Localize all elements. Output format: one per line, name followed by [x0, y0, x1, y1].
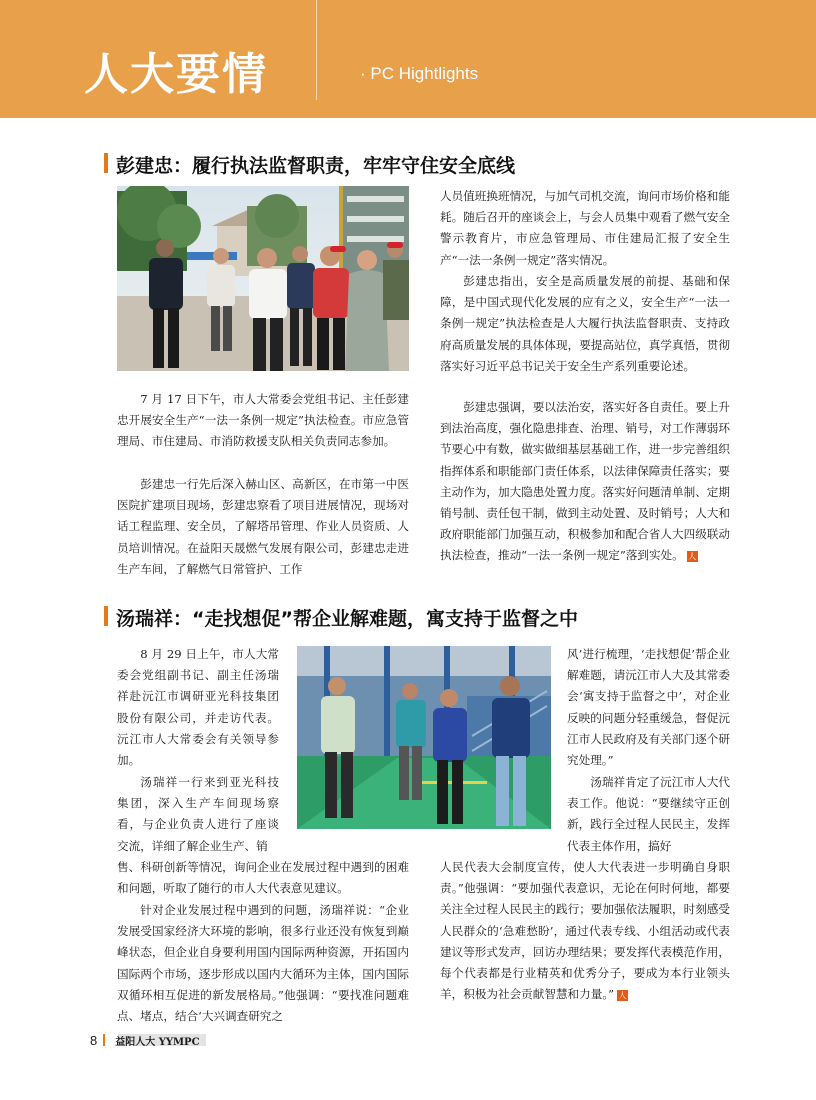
article1-paragraph-2: 彭建忠一行先后深入赫山区、高新区，在市第一中医医院扩建项目现场，彭建忠察看了项目进展情况，现场对话工程监理、安全员，了解塔吊管理、作业人员资质、人员培训情况。在益阳天晟燃气发展有限公司，彭建忠走进生产车间，了解燃气日常管护、工作: [117, 477, 409, 576]
article2-paragraph-5b-text: 人民代表大会制度宣传，使人大代表进一步明确自身职责。”他强调：“要加强代表意识，无论在何时何地，都要关注全过程人民民主的践行；要加强依法履职，时刻感受人民群众的‘急难愁盼’，通过代表专线、小组活动或代表建议等形式发声，回访办理结果；要发挥代表模范作用，每个代表都是行业精英和优秀分子，要成为本行业领头羊，积极为社会贡献智慧和力量。”: [440, 860, 730, 1002]
article1-paragraph-1: 7 月 17 日下午，市人大常委会党组书记、主任彭建忠开展安全生产“一法一条例一规定”执法检查。市应急管理局、市住建局、市消防救援支队相关负责同志参加。: [117, 392, 409, 449]
article1-paragraph-3: 人员值班换班情况，与加气司机交流，询问市场价格和能耗。随后召开的座谈会上，与会人员集中观看了燃气安全警示教育片，市应急管理局、市住建局汇报了安全生产“一法一条例一规定”落实情况。: [440, 189, 730, 267]
page-footer: [90, 1034, 200, 1046]
section-title: 人大要情: [84, 49, 268, 100]
article1-title: 彭建忠：履行执法监督职责，牢牢守住安全底线: [116, 155, 516, 177]
article2-paragraph-4: 风’进行梳理，‘走找想促’帮企业解难题，请沅江市人大及其常委会‘寓支持于监督之中’，对企业反映的问题分轻重缓急，督促沅江市人民政府及有关部门逐个研究处理。”: [567, 647, 730, 768]
article1-photo: [117, 186, 409, 371]
article2-title: 汤瑞祥：“走找想促”帮企业解难题，寓支持于监督之中: [116, 608, 578, 630]
end-mark-icon: 人: [618, 990, 627, 1000]
heading-accent-bar: [104, 153, 108, 173]
header-divider: [316, 0, 317, 100]
article2-paragraph-1: 8 月 29 日上午，市人大常委会党组副书记、副主任汤瑞祥赴沅江市调研亚光科技集团股份有限公司，并走访代表。沅江市人大常委会有关领导参加。: [117, 647, 279, 768]
article1-paragraph-4: 彭建忠指出，安全是高质量发展的前提、基础和保障，是中国式现代化发展的应有之义，安全生产“一法一条例一规定”执法检查是人大履行执法监督职责、支持政府高质量发展的具体体现，要提高站位，真学真悟，贯彻落实好习近平总书记关于安全生产系列重要论述。: [440, 274, 730, 373]
article2-paragraph-2b: 售、科研创新等情况，询问企业在发展过程中遇到的困难和问题，听取了随行的市人大代表意见建议。: [117, 860, 409, 896]
page-number: 8: [90, 1032, 98, 1048]
header-banner: [0, 0, 816, 118]
article2-paragraph-3: 针对企业发展过程中遇到的问题，汤瑞祥说：“企业发展受国家经济大环境的影响，很多行业还没有恢复到巅峰状态，但企业自身要利用国内国际两种资源，开拓国内国际两个市场，逐步形成以国内大循环为主体，国内国际双循环相互促进的新发展格局。”他强调：“要找准问题难点、堵点，结合‘大兴调查研究之: [117, 903, 409, 1024]
heading-accent-bar: [104, 606, 108, 626]
end-mark-icon: 人: [688, 551, 697, 561]
section-subtitle: · PC Hightlights: [360, 64, 479, 83]
article1-paragraph-5-text: 彭建忠强调，要以法治安，落实好各自责任。要上升到法治高度，强化隐患排查、治理、销号，对工作薄弱环节要心中有数，做实做细基层基础工作，进一步完善组织指挥体系和职能部门责任体系，以法律保障责任落实；要主动作为，加大隐患处置力度。落实好问题清单制、定期销号制、责任包干制，做到主动处置、及时销号；人大和政府职能部门加强互动，积极参加和配合省人大四级联动执法检查，推动“一法一条例一规定”落到实处。: [440, 400, 730, 563]
publication-name: 益阳人大 YYMPC: [115, 1036, 200, 1048]
article2-paragraph-2a: 汤瑞祥一行来到亚光科技集团，深入生产车间现场察看，与企业负责人进行了座谈交流，详细了解企业生产、销: [117, 775, 279, 853]
article2-paragraph-5a: 汤瑞祥肯定了沅江市人大代表工作。他说：“要继续守正创新，践行全过程人民民主，发挥代表主体作用，搞好: [567, 775, 730, 853]
article1-paragraph-5: [440, 397, 730, 567]
footer-separator: [103, 1034, 105, 1046]
article2-paragraph-5b: [440, 857, 730, 1005]
article2-photo: [297, 646, 551, 829]
